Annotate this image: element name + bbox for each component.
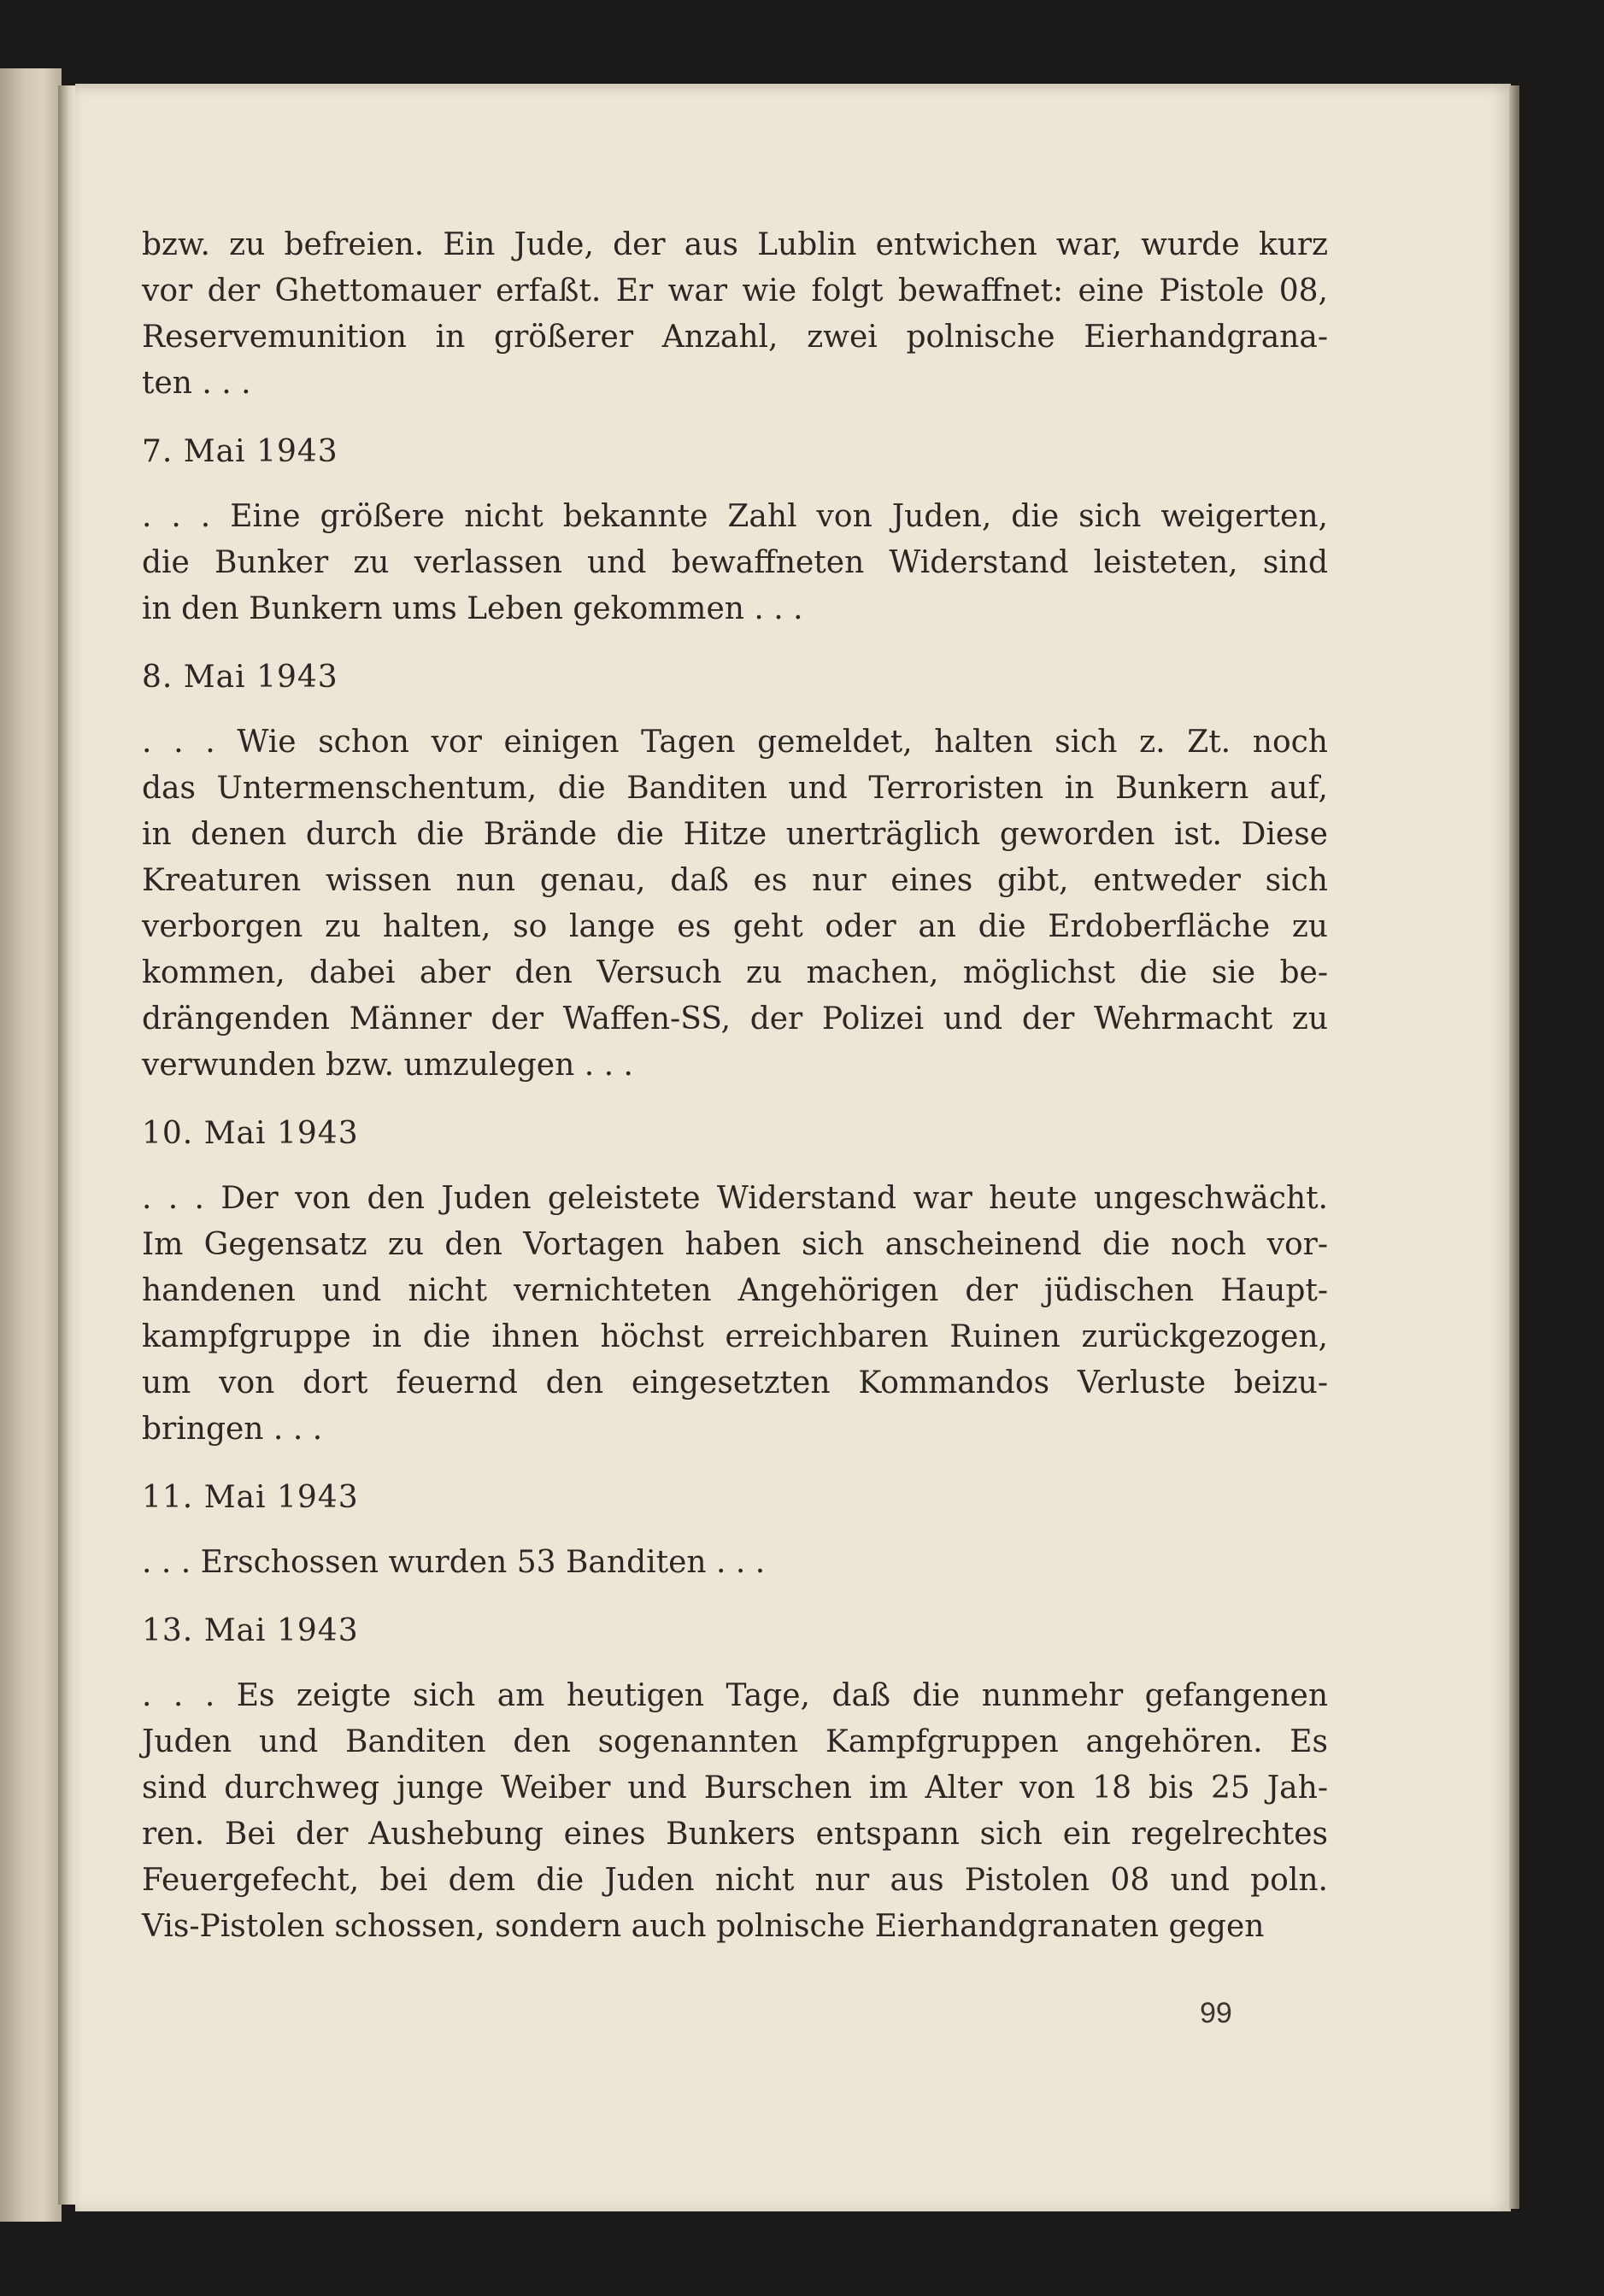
text-line: verwunden bzw. umzulegen . . .	[142, 1048, 633, 1083]
text-line: in denen durch die Brände die Hitze unerträglich geworden ist. Diese	[142, 817, 1328, 852]
text-line: handenen und nicht vernichteten Angehörigen der jüdischen Haupt-	[142, 1273, 1328, 1308]
paragraph	[142, 1673, 1328, 1950]
text-line: verborgen zu halten, so lange es geht oder an die Erdoberfläche zu	[142, 909, 1328, 944]
text-line: . . . Wie schon vor einigen Tagen gemeldet, halten sich z. Zt. noch	[142, 725, 1328, 760]
text-line: in den Bunkern ums Leben gekommen . . .	[142, 591, 803, 626]
text-line: Juden und Banditen den sogenannten Kampfgruppen angehören. Es	[142, 1724, 1328, 1759]
paragraph	[142, 1540, 1328, 1586]
paragraph	[142, 222, 1328, 407]
text-line: drängenden Männer der Waffen-SS, der Polizei und der Wehrmacht zu	[142, 1001, 1328, 1036]
text-line: . . . Es zeigte sich am heutigen Tage, daß die nunmehr gefangenen	[142, 1678, 1328, 1713]
entry-date: 7. Mai 1943	[142, 434, 338, 469]
page-right-edge	[1509, 85, 1519, 2209]
text-line: um von dort feuernd den eingesetzten Kommandos Verluste beizu-	[142, 1365, 1328, 1401]
paragraph	[142, 494, 1328, 632]
text-line: . . . Der von den Juden geleistete Widerstand war heute ungeschwächt.	[142, 1181, 1328, 1216]
text-line: Reservemunition in größerer Anzahl, zwei polnische Eierhandgrana-	[142, 320, 1328, 355]
text-line: Feuergefecht, bei dem die Juden nicht nur aus Pistolen 08 und poln.	[142, 1863, 1328, 1898]
left-page-edge	[0, 68, 62, 2222]
text-line: sind durchweg junge Weiber und Burschen im Alter von 18 bis 25 Jah-	[142, 1770, 1328, 1806]
book-gutter	[58, 85, 77, 2205]
text-line: bzw. zu befreien. Ein Jude, der aus Lublin entwichen war, wurde kurz	[142, 227, 1328, 262]
paragraph	[142, 719, 1328, 1089]
entry-date: 13. Mai 1943	[142, 1613, 359, 1648]
text-line: Vis-Pistolen schossen, sondern auch polnische Eierhandgranaten gegen	[142, 1909, 1265, 1944]
text-line: das Untermenschentum, die Banditen und Terroristen in Bunkern auf,	[142, 771, 1328, 806]
text-line: kommen, dabei aber den Versuch zu machen, möglichst die sie be-	[142, 955, 1328, 990]
entry-date: 11. Mai 1943	[142, 1480, 359, 1515]
page-number: 99	[1200, 1997, 1232, 2029]
text-line: Kreaturen wissen nun genau, daß es nur eines gibt, entweder sich	[142, 863, 1328, 898]
paragraph	[142, 1176, 1328, 1453]
entry-date: 8. Mai 1943	[142, 660, 338, 695]
text-line: ren. Bei der Aushebung eines Bunkers entspann sich ein regelrechtes	[142, 1817, 1328, 1852]
text-line: die Bunker zu verlassen und bewaffneten Widerstand leisteten, sind	[142, 545, 1328, 580]
text-line: vor der Ghettomauer erfaßt. Er war wie folgt bewaffnet: eine Pistole 08,	[142, 273, 1328, 308]
text-line: kampfgruppe in die ihnen höchst erreichbaren Ruinen zurückgezogen,	[142, 1319, 1328, 1354]
text-line: bringen . . .	[142, 1412, 323, 1447]
entry-date: 10. Mai 1943	[142, 1116, 359, 1151]
text-line: . . . Erschossen wurden 53 Banditen . . .	[142, 1545, 766, 1580]
body-text	[142, 222, 1328, 1950]
text-line: ten . . .	[142, 366, 251, 401]
text-line: Im Gegensatz zu den Vortagen haben sich anscheinend die noch vor-	[142, 1227, 1328, 1262]
text-line: . . . Eine größere nicht bekannte Zahl von Juden, die sich weigerten,	[142, 499, 1328, 534]
